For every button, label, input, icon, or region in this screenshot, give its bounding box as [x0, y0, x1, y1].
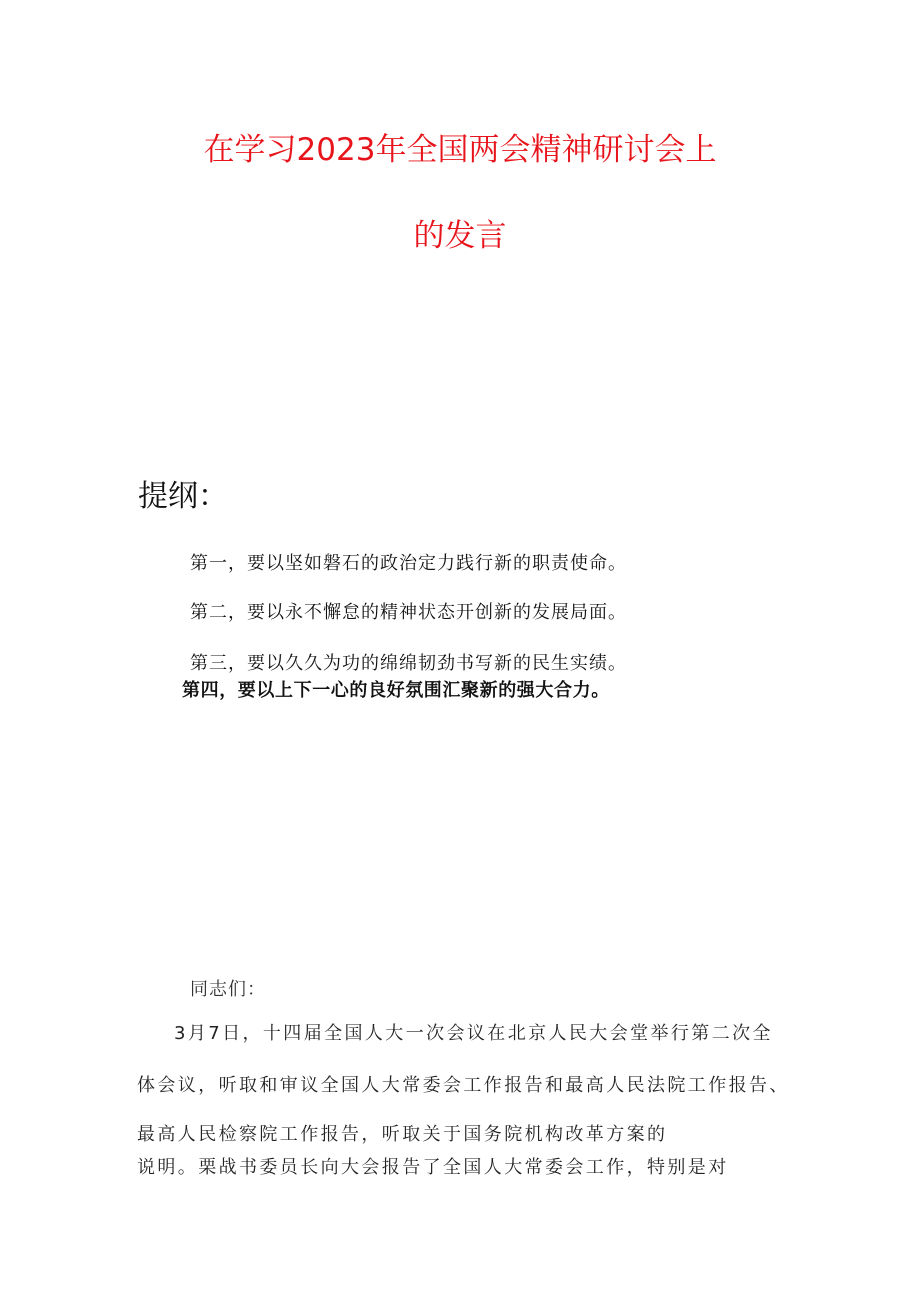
- body-line-1: 3月7日，十四届全国人大一次会议在北京人民大会堂举行第二次全: [174, 1023, 773, 1044]
- body-greeting: 同志们：: [190, 979, 266, 1000]
- outline-heading: 提纲：: [138, 479, 228, 514]
- document-title-line-1: 在学习2023年全国两会精神研讨会上: [203, 132, 717, 168]
- outline-item-2: 第二，要以永不懈怠的精神状态开创新的发展局面。: [190, 602, 627, 623]
- outline-item-3: 第三，要以久久为功的绵绵韧劲书写新的民生实绩。: [190, 653, 627, 674]
- document-title-line-2: 的发言: [413, 218, 507, 254]
- outline-item-4: 第四，要以上下一心的良好氛围汇聚新的强大合力。: [182, 680, 610, 701]
- body-line-3: 最高人民检察院工作报告，听取关于国务院机构改革方案的: [137, 1124, 668, 1145]
- body-line-4: 说明。栗战书委员长向大会报告了全国人大常委会工作，特别是对: [137, 1157, 729, 1178]
- body-line-2: 体会议，听取和审议全国人大常委会工作报告和最高人民法院工作报告、: [137, 1075, 790, 1096]
- outline-item-1: 第一，要以坚如磐石的政治定力践行新的职责使命。: [190, 553, 627, 574]
